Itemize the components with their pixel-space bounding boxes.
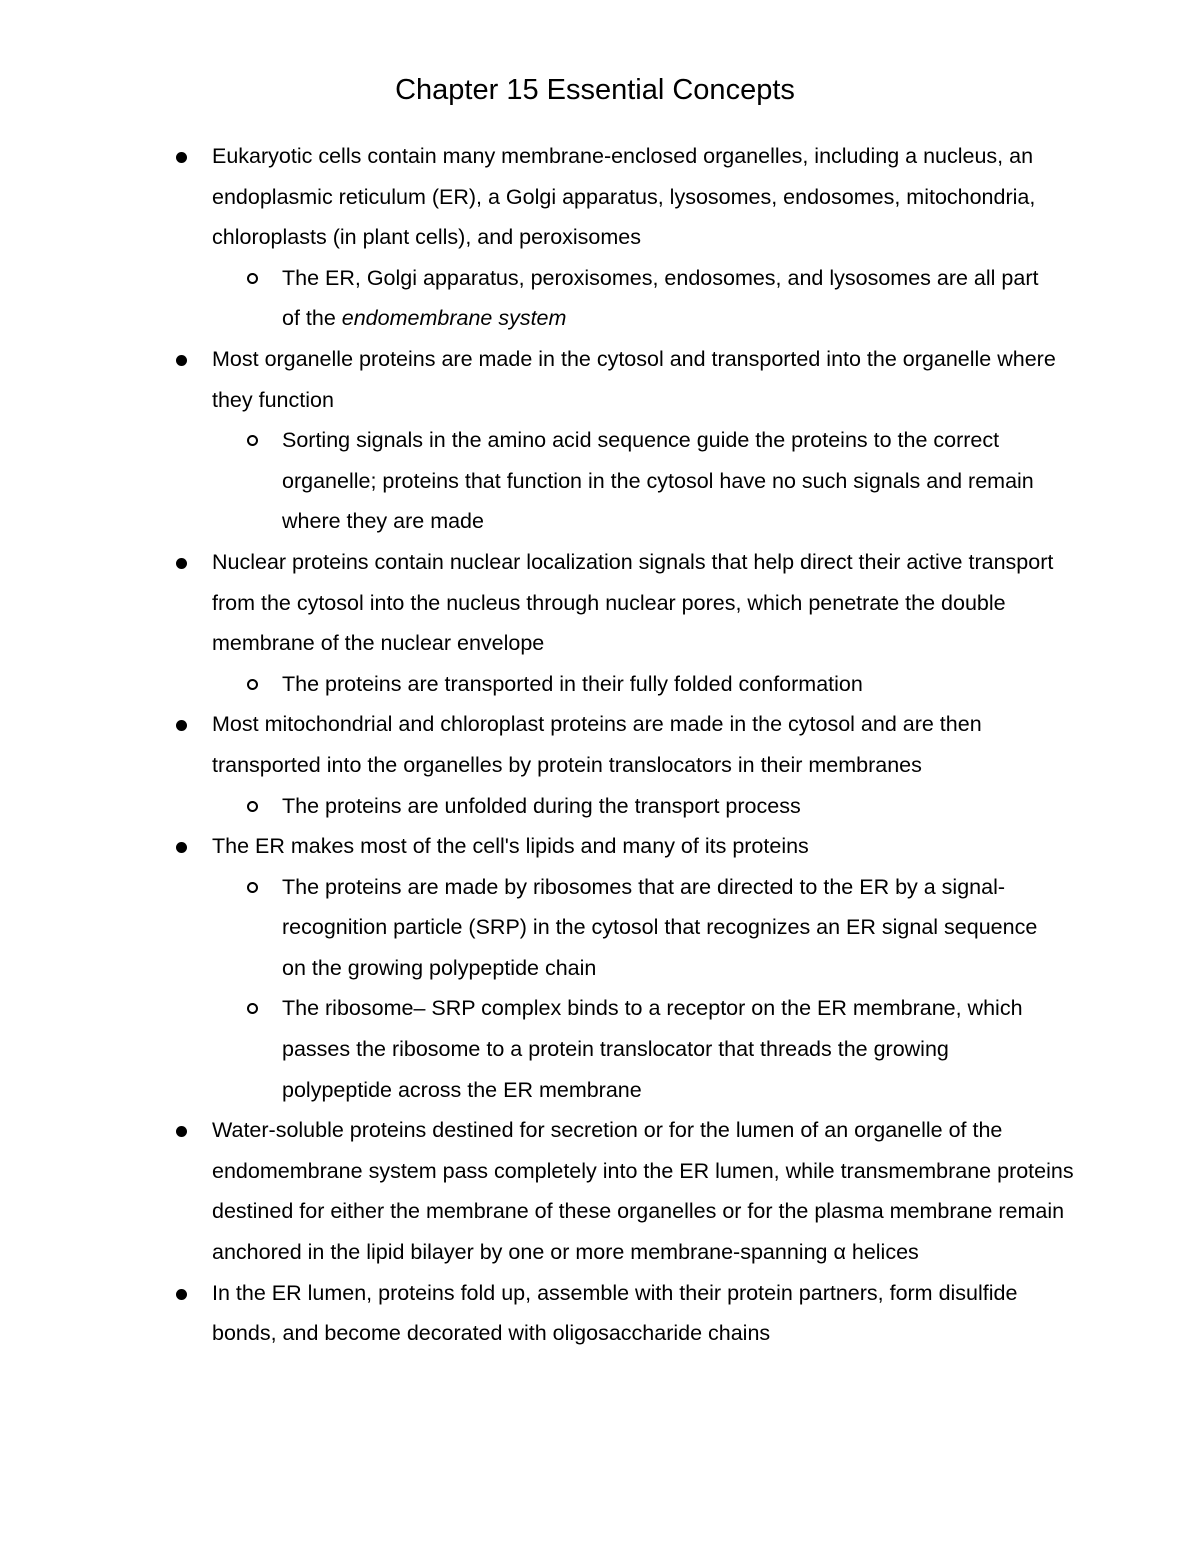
list-item [0, 1110, 1200, 1272]
list-item-text: Most organelle proteins are made in the cytosol and transported into the organelle where they function [212, 346, 1056, 412]
sub-list-item-text: The proteins are made by ribosomes that are directed to the ER by a signal-recognition particle (SRP) in the cytosol that recognizes an ER signal sequence on the growing polypeptide chain [282, 874, 1038, 980]
list-item [0, 826, 1200, 867]
hollow-bullet-icon [247, 273, 258, 284]
list-item-text: In the ER lumen, proteins fold up, assemble with their protein partners, form disulfide bonds, and become decorated with oligosaccharide chains [212, 1280, 1018, 1346]
list-item [0, 1273, 1200, 1354]
list-item-text: The ER makes most of the cell's lipids and many of its proteins [212, 834, 809, 859]
hollow-bullet-icon [247, 435, 258, 446]
sub-list-item-text: The proteins are unfolded during the transport process [282, 793, 801, 818]
sub-list-item-text: The ER, Golgi apparatus, peroxisomes, endosomes, and lysosomes are all part of the [282, 265, 1039, 331]
list-item [0, 136, 1200, 258]
bullet-icon [176, 720, 187, 731]
page-title: Chapter 15 Essential Concepts [395, 74, 795, 106]
bullet-icon [176, 152, 187, 163]
bullet-icon [176, 1126, 187, 1137]
sub-list-item-text: The ribosome– SRP complex binds to a receptor on the ER membrane, which passes the ribosome to a protein translocator that threads the growing polypeptide across the ER membrane [282, 996, 1023, 1102]
list-item [0, 542, 1200, 664]
bullet-icon [176, 842, 187, 853]
sub-list-item [0, 420, 1200, 542]
sub-list-item-text: The proteins are transported in their fully folded conformation [282, 671, 863, 696]
list-item-text: Nuclear proteins contain nuclear localization signals that help direct their active transport from the cytosol into the nucleus through nuclear pores, which penetrate the double membrane of the nuclear envelope [212, 549, 1054, 656]
list-item-text: Most mitochondrial and chloroplast proteins are made in the cytosol and are then transported into the organelles by protein translocators in their membranes [212, 712, 982, 777]
bullet-icon [176, 558, 187, 569]
sub-list-item [0, 988, 1200, 1110]
hollow-bullet-icon [247, 882, 258, 893]
sub-list-item [0, 786, 1200, 827]
bullet-icon [176, 355, 187, 366]
sub-list-item [0, 664, 1200, 705]
list-item [0, 339, 1200, 420]
list-item-text: Water-soluble proteins destined for secretion or for the lumen of an organelle of the endomembrane system pass completely into the ER lumen, while transmembrane proteins destined for either the membrane of these organelles or for the plasma membrane remain anchored in the lipid bilayer by one or more membrane-spanning α helices [212, 1118, 1074, 1265]
list-item [0, 704, 1200, 785]
sub-list-item [0, 867, 1200, 989]
document-body [0, 136, 1200, 1354]
bullet-icon [176, 1289, 187, 1300]
list-item-text: Eukaryotic cells contain many membrane-enclosed organelles, including a nucleus, an endoplasmic reticulum (ER), a Golgi apparatus, lysosomes, endosomes, mitochondria, chloroplasts (in plant cells), and peroxisomes [212, 144, 1036, 250]
sub-list-item-text: Sorting signals in the amino acid sequence guide the proteins to the correct organelle; proteins that function in the cytosol have no such signals and remain where they are made [282, 428, 1034, 534]
hollow-bullet-icon [247, 1003, 258, 1014]
hollow-bullet-icon [247, 679, 258, 690]
hollow-bullet-icon [247, 801, 258, 812]
sub-list-item [0, 258, 1200, 339]
emphasis-text: endomembrane system [341, 306, 567, 331]
